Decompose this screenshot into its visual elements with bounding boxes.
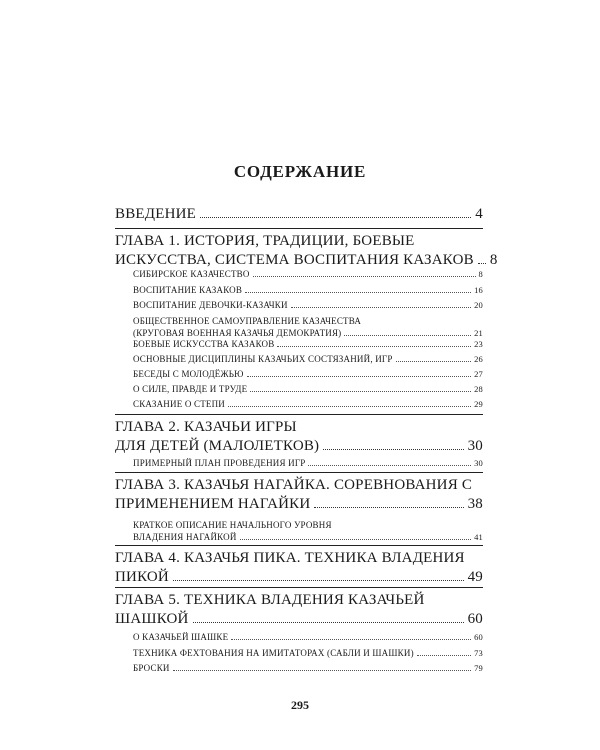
toc-subentry-page: 8: [478, 269, 483, 279]
dot-leader: [245, 292, 471, 293]
toc-subentry-title-line: КРАТКОЕ ОПИСАНИЕ НАЧАЛЬНОГО УРОВНЯ: [133, 520, 332, 530]
toc-entry-title-line: ПИКОЙ: [115, 569, 169, 585]
toc-entry-page: 4: [475, 206, 483, 222]
toc-entry-line: [115, 205, 483, 224]
dot-leader: [291, 307, 471, 308]
toc-entry-title-line: ШАШКОЙ: [115, 611, 189, 627]
toc-subentry: [133, 662, 483, 674]
toc-subentry-page: 79: [474, 663, 483, 673]
toc-subentry: [133, 398, 483, 410]
toc-entry-page: 38: [467, 496, 483, 512]
toc-subentry: [133, 457, 483, 469]
page-number: 295: [291, 698, 309, 712]
toc-subentry-title: БЕСЕДЫ С МОЛОДЁЖЬЮ: [133, 369, 244, 379]
dot-leader: [253, 276, 476, 277]
divider: [115, 228, 483, 229]
toc-subentry: [133, 338, 483, 350]
dot-leader: [247, 376, 472, 377]
toc-entry-page: 49: [467, 569, 483, 585]
toc-entry-title-line: ПРИМЕНЕНИЕМ НАГАЙКИ: [115, 496, 311, 512]
toc-entry-title-line: ГЛАВА 4. КАЗАЧЬЯ ПИКА. ТЕХНИКА ВЛАДЕНИЯ: [115, 550, 465, 566]
toc-subentry-title: БРОСКИ: [133, 663, 170, 673]
toc-entry-line: [115, 610, 483, 629]
toc-subentry-title: СКАЗАНИЕ О СТЕПИ: [133, 399, 225, 409]
toc-entry-chapter-5: [115, 591, 483, 629]
toc-subentry-title: ПРИМЕРНЫЙ ПЛАН ПРОВЕДЕНИЯ ИГР: [133, 458, 306, 468]
toc-entry-title-line: ГЛАВА 3. КАЗАЧЬЯ НАГАЙКА. СОРЕВНОВАНИЯ С: [115, 477, 473, 493]
dot-leader: [417, 655, 471, 656]
toc-subentry-title: БОЕВЫЕ ИСКУССТВА КАЗАКОВ: [133, 339, 275, 349]
toc-subentry-page: 29: [474, 399, 483, 409]
toc-entry-chapter-2: [115, 418, 483, 456]
toc-subentry: [133, 315, 483, 339]
dot-leader: [344, 335, 471, 336]
toc-entry-chapter-4: [115, 549, 483, 587]
dot-leader: [323, 449, 463, 450]
toc-entry-title-line: ГЛАВА 2. КАЗАЧЬИ ИГРЫ: [115, 419, 297, 435]
toc-entry-title-line: ГЛАВА 1. ИСТОРИЯ, ТРАДИЦИИ, БОЕВЫЕ: [115, 233, 415, 249]
toc-entry-title-line: ИСКУССТВА, СИСТЕМА ВОСПИТАНИЯ КАЗАКОВ: [115, 252, 474, 268]
dot-leader: [200, 217, 471, 218]
toc-entry-page: 8: [489, 252, 498, 268]
toc-subentry: [133, 299, 483, 311]
toc-subentry-title-line: ОБЩЕСТВЕННОЕ САМОУПРАВЛЕНИЕ КАЗАЧЕСТВА: [133, 316, 362, 326]
dot-leader: [173, 670, 471, 671]
toc-subentry: [133, 268, 483, 280]
toc-subentry-title: ВОСПИТАНИЕ ДЕВОЧКИ-КАЗАЧКИ: [133, 300, 288, 310]
dot-leader: [308, 465, 471, 466]
toc-entry-line: [115, 437, 483, 456]
toc-subentry-page: 16: [474, 285, 483, 295]
toc-subentry-page: 41: [474, 532, 483, 542]
toc-subentry-title: ОСНОВНЫЕ ДИСЦИПЛИНЫ КАЗАЧЬИХ СОСТЯЗАНИЙ, ИГР: [133, 354, 393, 364]
divider: [115, 587, 483, 588]
dot-leader: [250, 391, 471, 392]
toc-entry-title-line: ГЛАВА 5. ТЕХНИКА ВЛАДЕНИЯ КАЗАЧЬЕЙ: [115, 592, 425, 608]
toc-entry-page: 60: [467, 611, 483, 627]
divider: [115, 472, 483, 473]
dot-leader: [314, 507, 463, 508]
toc-subentry-title-line: (КРУГОВАЯ ВОЕННАЯ КАЗАЧЬЯ ДЕМОКРАТИЯ): [133, 328, 342, 338]
toc-entry-page: 30: [467, 438, 483, 454]
toc-entry-title-line: ДЛЯ ДЕТЕЙ (МАЛОЛЕТКОВ): [115, 438, 320, 454]
dot-leader: [240, 539, 472, 540]
dot-leader: [193, 622, 464, 623]
dot-leader: [231, 639, 471, 640]
toc-heading: СОДЕРЖАНИЕ: [233, 162, 367, 181]
toc-entry-title: ВВЕДЕНИЕ: [115, 206, 196, 222]
toc-subentry-title-line: ВЛАДЕНИЯ НАГАЙКОЙ: [133, 532, 237, 542]
toc-subentry: [133, 519, 483, 543]
toc-subentry: [133, 631, 483, 643]
dot-leader: [396, 361, 472, 362]
toc-entry-chapter-1: [115, 232, 498, 270]
toc-subentry-title: О КАЗАЧЬЕЙ ШАШКЕ: [133, 632, 229, 642]
toc-subentry: [133, 284, 483, 296]
toc-subentry-title: ВОСПИТАНИЕ КАЗАКОВ: [133, 285, 243, 295]
toc-subentry-page: 73: [474, 648, 483, 658]
toc-subentry-page: 30: [474, 458, 483, 468]
dot-leader: [173, 580, 464, 581]
toc-subentry-page: 20: [474, 300, 483, 310]
dot-leader: [478, 263, 486, 264]
toc-subentry-title: СИБИРСКОЕ КАЗАЧЕСТВО: [133, 269, 250, 279]
toc-subentry-page: 60: [474, 632, 483, 642]
toc-subentry-title: О СИЛЕ, ПРАВДЕ И ТРУДЕ: [133, 384, 248, 394]
toc-subentry: [133, 647, 483, 659]
toc-entry-chapter-3: [115, 476, 483, 514]
toc-subentry-page: 21: [474, 328, 483, 338]
toc-subentry-page: 27: [474, 369, 483, 379]
toc-subentry-page: 26: [474, 354, 483, 364]
divider: [115, 545, 483, 546]
toc-subentry-page: 28: [474, 384, 483, 394]
toc-entry-line: [115, 568, 483, 587]
divider: [115, 414, 483, 415]
toc-entry-line: [115, 495, 483, 514]
toc-subentry-title: ТЕХНИКА ФЕХТОВАНИЯ НА ИМИТАТОРАХ (САБЛИ И ШАШКИ): [133, 648, 414, 658]
dot-leader: [228, 406, 471, 407]
toc-subentry-page: 23: [474, 339, 483, 349]
toc-entry-introduction: [115, 205, 483, 224]
toc-subentry: [133, 368, 483, 380]
dot-leader: [277, 346, 471, 347]
toc-subentry: [133, 383, 483, 395]
toc-subentry: [133, 353, 483, 365]
